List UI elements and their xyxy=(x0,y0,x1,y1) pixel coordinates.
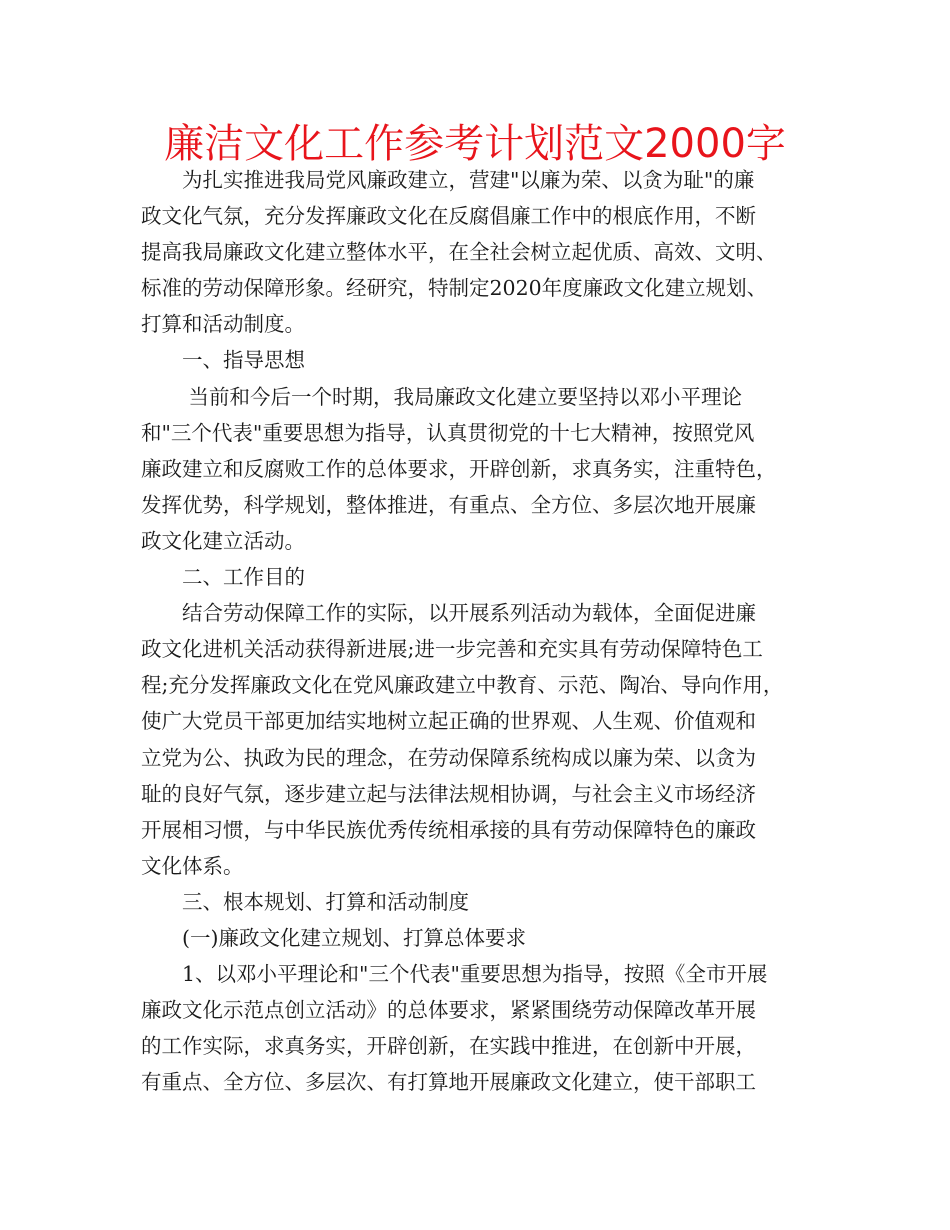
section-heading: 一、指导思想 xyxy=(141,348,305,373)
subsection-heading: (一)廉政文化建立规划、打算总体要求 xyxy=(141,925,526,950)
document-body xyxy=(141,162,831,1100)
text-line: 打算和活动制度。 xyxy=(141,312,305,337)
text-line: 立党为公、执政为民的理念，在劳动保障系统构成以廉为荣、以贪为 xyxy=(141,745,756,770)
section-heading: 三、根本规划、打算和活动制度 xyxy=(141,889,469,914)
text-line: 政文化气氛，充分发挥廉政文化在反腐倡廉工作中的根底作用，不断 xyxy=(141,204,756,229)
text-line: 和"三个代表"重要思想为指导，认真贯彻党的十七大精神，按照党风 xyxy=(141,420,755,445)
text-line: 廉政建立和反腐败工作的总体要求，开辟创新，求真务实，注重特色， xyxy=(141,456,777,481)
text-line: 开展相习惯，与中华民族优秀传统相承接的具有劳动保障特色的廉政 xyxy=(141,817,756,842)
section-heading: 二、工作目的 xyxy=(141,565,305,590)
text-line: 的工作实际，求真务实，开辟创新，在实践中推进，在创新中开展， xyxy=(141,1034,756,1059)
text-line: 政文化建立活动。 xyxy=(141,528,305,553)
text-line: 结合劳动保障工作的实际，以开展系列活动为载体，全面促进廉 xyxy=(141,601,756,626)
text-line: 使广大党员干部更加结实地树立起正确的世界观、人生观、价值观和 xyxy=(141,709,756,734)
text-line: 有重点、全方位、多层次、有打算地开展廉政文化建立，使干部职工 xyxy=(141,1070,756,1095)
document-title: 廉洁文化工作参考计划范文2000字 xyxy=(164,121,786,167)
text-line: 为扎实推进我局党风廉政建立，营建"以廉为荣、以贪为耻"的廉 xyxy=(141,168,755,192)
text-line: 程;充分发挥廉政文化在党风廉政建立中教育、示范、陶冶、导向作用， xyxy=(141,673,784,698)
text-line: 廉政文化示范点创立活动》的总体要求，紧紧围绕劳动保障改革开展 xyxy=(141,998,756,1023)
text-line: 提高我局廉政文化建立整体水平，在全社会树立起优质、高效、文明、 xyxy=(141,240,777,265)
text-line: 发挥优势，科学规划，整体推进，有重点、全方位、多层次地开展廉 xyxy=(141,492,756,517)
text-line: 1、以邓小平理论和"三个代表"重要思想为指导，按照《全市开展 xyxy=(141,962,768,987)
text-line: 耻的良好气氛，逐步建立起与法律法规相协调，与社会主义市场经济 xyxy=(141,781,756,806)
text-line: 当前和今后一个时期，我局廉政文化建立要坚持以邓小平理论 xyxy=(141,384,743,409)
text-line: 政文化进机关活动获得新进展;进一步完善和充实具有劳动保障特色工 xyxy=(141,637,763,662)
text-line: 标准的劳动保障形象。经研究，特制定2020年度廉政文化建立规划、 xyxy=(141,276,768,301)
text-line: 文化体系。 xyxy=(141,853,244,878)
